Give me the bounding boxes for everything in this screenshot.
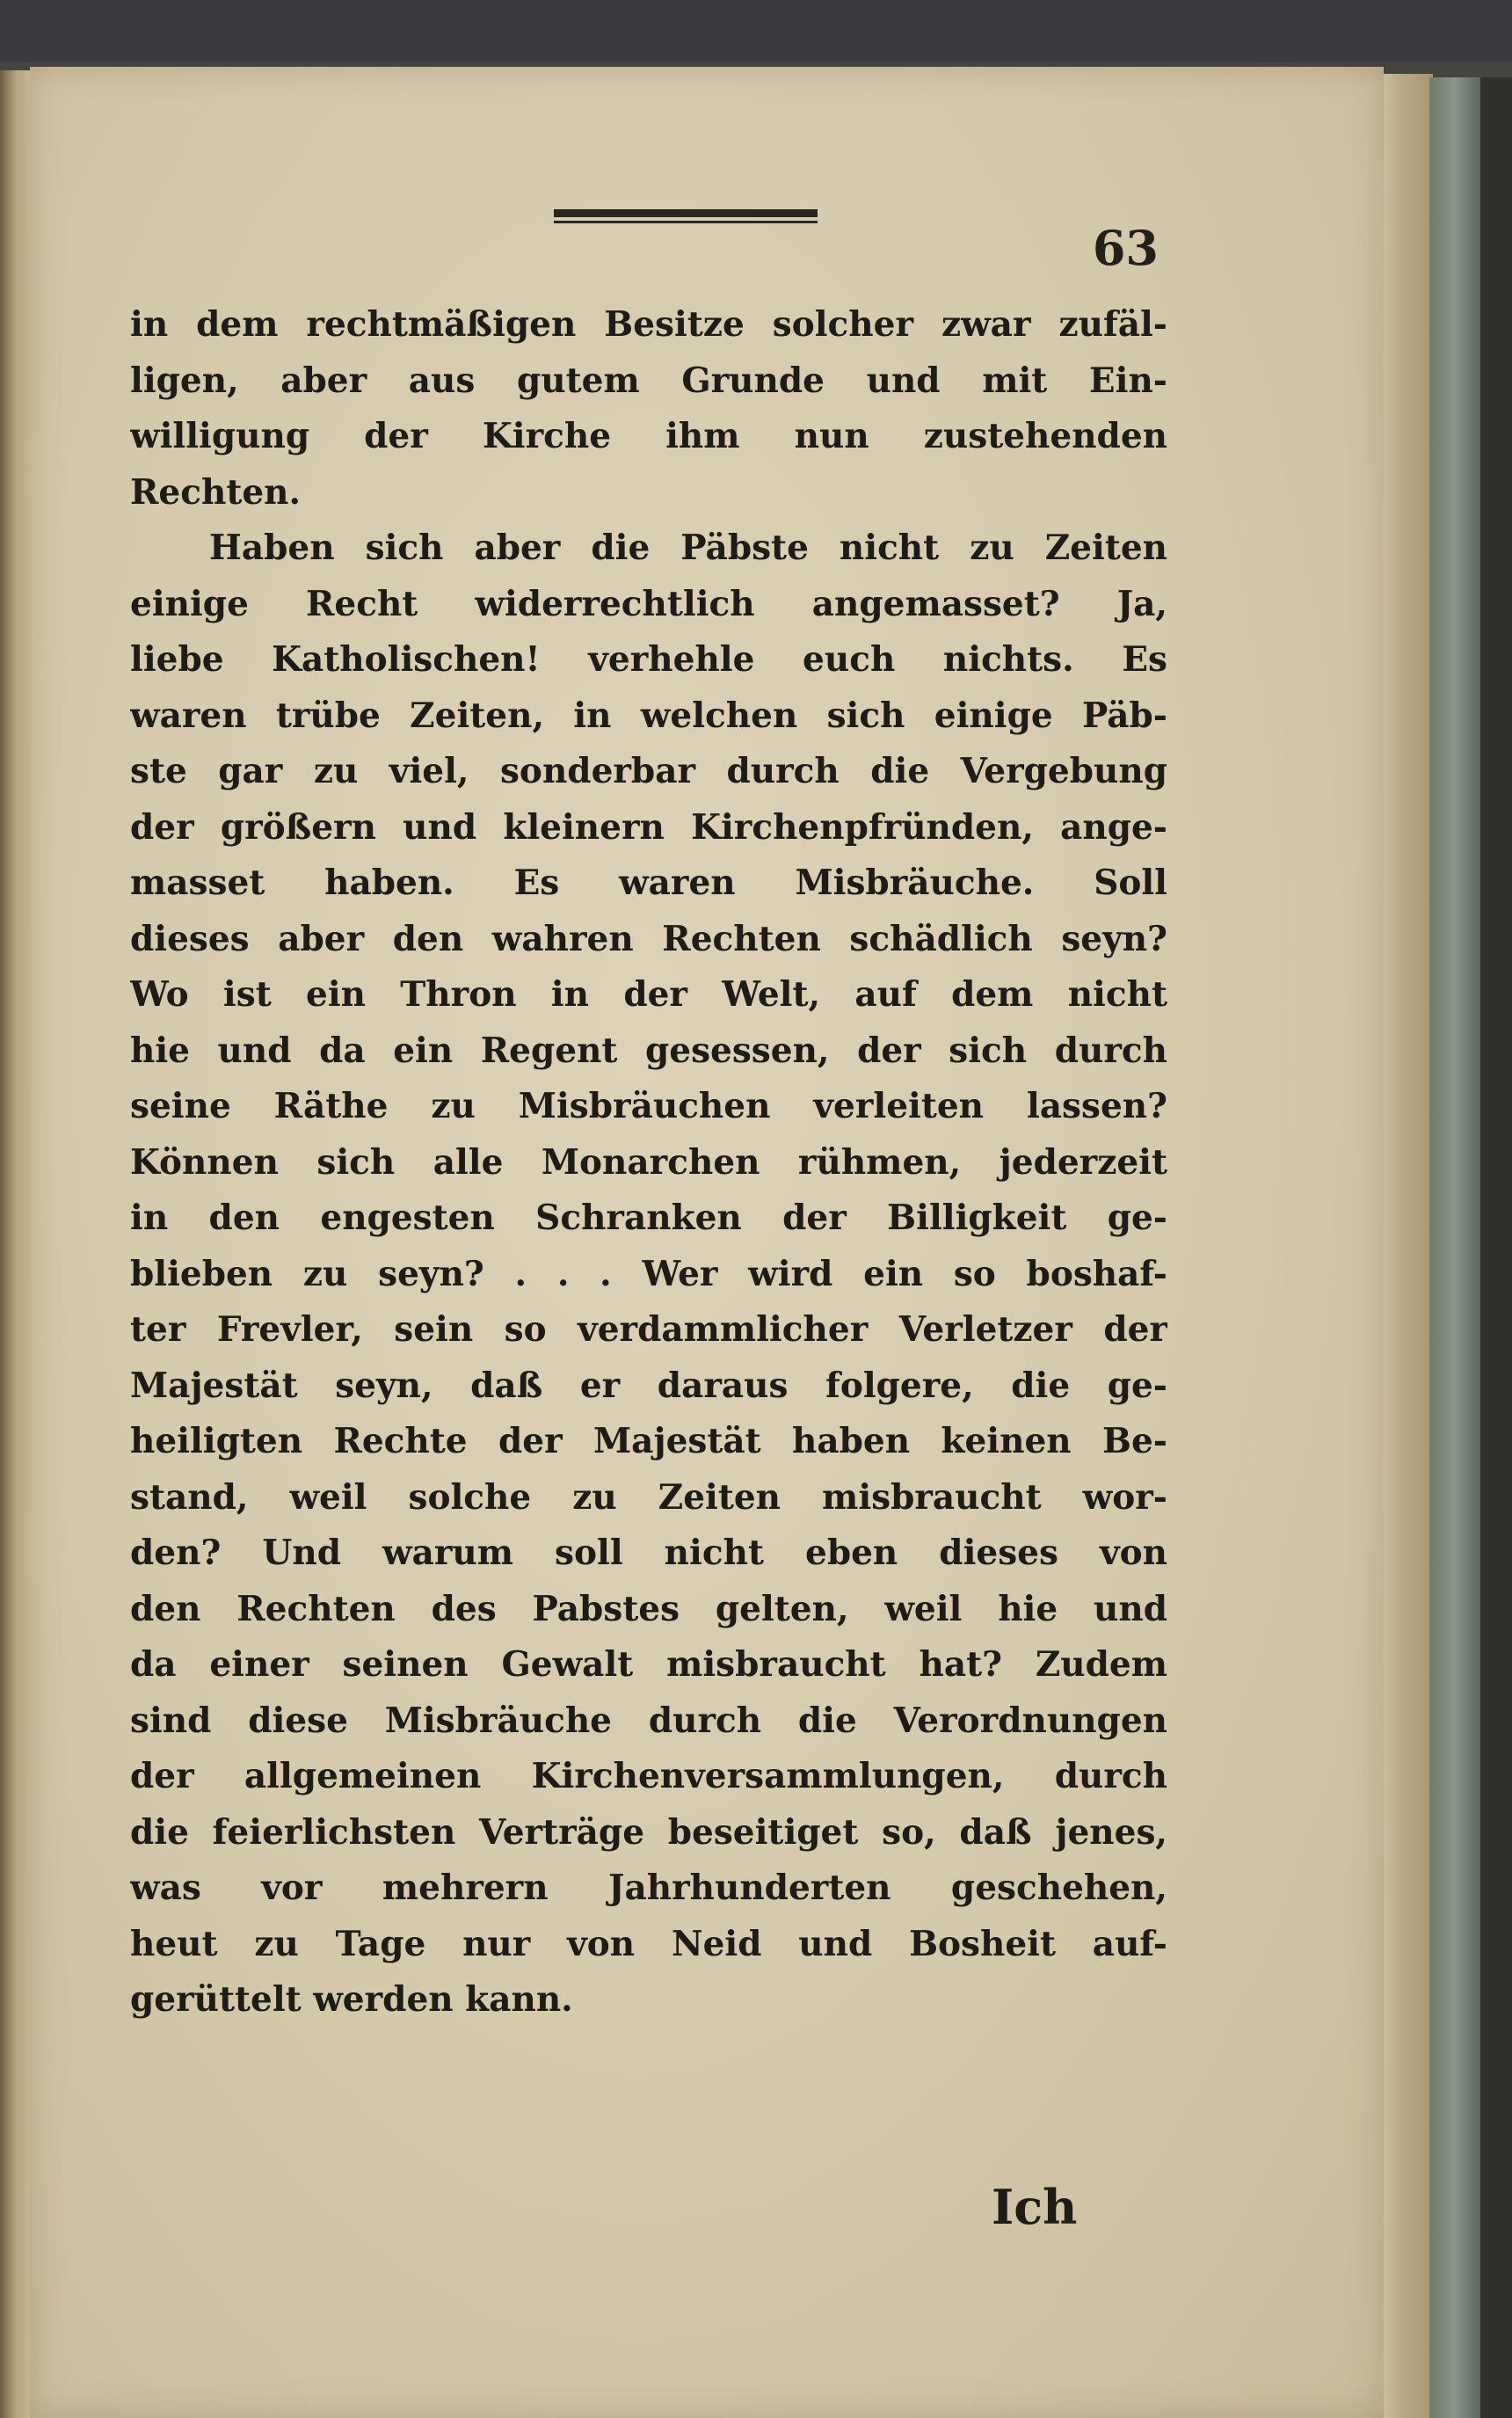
text-line: den? Und warum soll nicht eben dieses von [130, 1533, 1167, 1573]
text-line: der größern und kleinern Kirchenpfründen, ange- [130, 806, 1167, 848]
text-line: sind diese Misbräuche durch die Verordnungen [130, 1700, 1167, 1741]
text-line: stand, weil solche zu Zeiten misbraucht wor- [130, 1476, 1167, 1518]
scan-border [1480, 77, 1512, 2418]
header-rule-thin [554, 221, 818, 223]
text-line: Majestät seyn, daß er daraus folgere, die ge- [130, 1365, 1167, 1406]
text-line: heiligten Rechte der Majestät haben keinen Be- [130, 1421, 1167, 1461]
book-cover-edge [1429, 77, 1480, 2418]
text-line: ste gar zu viel, sonderbar durch die Vergebung [130, 751, 1167, 791]
header-rule [554, 209, 818, 223]
text-line: gerüttelt werden kann. [130, 1979, 573, 2020]
text-line: einige Recht widerrechtlich angemasset? Ja, [130, 583, 1167, 624]
text-line: Haben sich aber die Päbste nicht zu Zeiten [209, 528, 1167, 568]
text-line: heut zu Tage nur von Neid und Bosheit auf- [130, 1923, 1167, 1964]
header-rule-thick [554, 209, 818, 217]
right-page-stack [1378, 74, 1433, 2418]
text-line: in dem rechtmäßigen Besitze solcher zwar zufäl- [130, 304, 1167, 345]
text-line: seine Räthe zu Misbräuchen verleiten lassen? [130, 1086, 1167, 1126]
page-number: 63 [1092, 220, 1159, 276]
body-text [130, 297, 1167, 2028]
text-line: ter Frevler, sein so verdammlicher Verletzer der [130, 1309, 1167, 1350]
text-line: waren trübe Zeiten, in welchen sich einige Päb- [130, 695, 1167, 736]
text-line: der allgemeinen Kirchenversammlungen, durch [130, 1756, 1167, 1796]
text-line: Rechten. [130, 471, 302, 513]
text-line: masset haben. Es waren Misbräuche. Soll [130, 863, 1167, 903]
text-line: was vor mehrern Jahrhunderten geschehen, [130, 1868, 1167, 1908]
catchword: Ich [992, 2179, 1078, 2235]
text-line: Wo ist ein Thron in der Welt, auf dem nicht [130, 974, 1167, 1015]
text-line: da einer seinen Gewalt misbraucht hat? Zudem [130, 1644, 1167, 1685]
text-line: ligen, aber aus gutem Grunde und mit Ein- [130, 360, 1167, 401]
text-line: die feierlichsten Verträge beseitiget so, daß jenes, [130, 1811, 1167, 1853]
text-line: hie und da ein Regent gesessen, der sich durch [130, 1030, 1167, 1071]
text-line: in den engesten Schranken der Billigkeit ge- [130, 1198, 1167, 1238]
text-line: den Rechten des Pabstes gelten, weil hie und [130, 1588, 1167, 1629]
text-line: Können sich alle Monarchen rühmen, jederzeit [130, 1141, 1167, 1183]
text-line: blieben zu seyn? . . . Wer wird ein so boshaf- [130, 1253, 1167, 1294]
text-line: willigung der Kirche ihm nun zustehenden [130, 416, 1167, 456]
text-line: liebe Katholischen! verhehle euch nichts. Es [130, 639, 1167, 680]
text-line: dieses aber den wahren Rechten schädlich seyn? [130, 918, 1167, 959]
